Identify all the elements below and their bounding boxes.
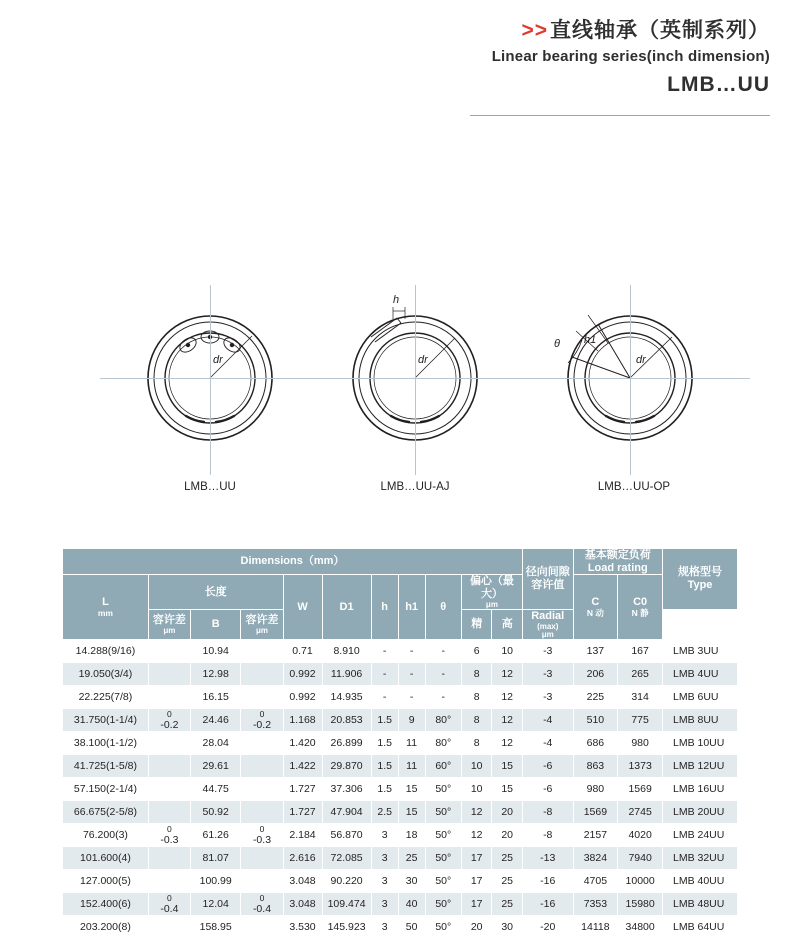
cell-ecc-high: 25 xyxy=(492,893,523,916)
cell-ecc-high: 12 xyxy=(492,686,523,709)
th-D1: D1 xyxy=(322,575,371,640)
cell-D1: 72.085 xyxy=(322,847,371,870)
th-type xyxy=(663,549,738,610)
cell-h1: 30 xyxy=(398,870,425,893)
cell-type: LMB 32UU xyxy=(663,847,738,870)
page-title-cn-text: 直线轴承（英制系列） xyxy=(550,19,770,42)
cell-radial: -8 xyxy=(522,824,573,847)
table-row xyxy=(63,916,738,939)
cell-C: 3824 xyxy=(573,847,618,870)
cell-tol-right: 0 -0.4 xyxy=(241,893,283,916)
th-tol-right-unit: μm xyxy=(255,625,268,635)
table-row xyxy=(63,778,738,801)
cell-h: - xyxy=(371,686,398,709)
cell-type: LMB 3UU xyxy=(663,640,738,663)
cell-h: 1.5 xyxy=(371,778,398,801)
cell-ecc-high: 12 xyxy=(492,663,523,686)
cell-B: 81.07 xyxy=(190,847,241,870)
cell-ecc-high: 15 xyxy=(492,778,523,801)
cell-ecc-fine: 10 xyxy=(461,755,492,778)
cell-h1: 11 xyxy=(398,732,425,755)
cell-ecc-fine: 6 xyxy=(461,640,492,663)
svg-text:dr: dr xyxy=(418,354,428,366)
cell-W: 2.184 xyxy=(283,824,322,847)
page-header xyxy=(470,18,770,116)
th-type-cn: 规格型号 xyxy=(678,566,722,579)
cell-tol-right xyxy=(241,732,283,755)
th-radial xyxy=(522,609,573,639)
table-row xyxy=(63,755,738,778)
cell-L: 76.200(3) xyxy=(63,824,149,847)
table-row xyxy=(63,640,738,663)
th-C-unit: N 动 xyxy=(586,607,604,618)
th-ecc-high: 高 xyxy=(492,609,523,639)
cell-theta: 60° xyxy=(425,755,461,778)
cell-C: 980 xyxy=(573,778,618,801)
cell-theta: 50° xyxy=(425,847,461,870)
cell-ecc-fine: 12 xyxy=(461,801,492,824)
cell-L: 203.200(8) xyxy=(63,916,149,939)
cell-radial: -20 xyxy=(522,916,573,939)
table-body xyxy=(63,640,738,939)
cell-C: 2157 xyxy=(573,824,618,847)
th-C-label: C xyxy=(591,596,600,609)
cell-W: 3.048 xyxy=(283,870,322,893)
th-h1: h1 xyxy=(398,575,425,640)
cell-L: 127.000(5) xyxy=(63,870,149,893)
page-product-code: LMB…UU xyxy=(667,73,770,97)
cell-ecc-fine: 17 xyxy=(461,893,492,916)
cell-type: LMB 4UU xyxy=(663,663,738,686)
cell-type: LMB 12UU xyxy=(663,755,738,778)
cell-B: 50.92 xyxy=(190,801,241,824)
cell-L: 14.288(9/16) xyxy=(63,640,149,663)
cell-h1: 11 xyxy=(398,755,425,778)
page-title-cn xyxy=(470,18,770,44)
cell-D1: 20.853 xyxy=(322,709,371,732)
cell-radial: -16 xyxy=(522,893,573,916)
cell-L: 38.100(1-1/2) xyxy=(63,732,149,755)
th-tol-left-cn: 容许差 xyxy=(152,614,186,627)
cell-type: LMB 8UU xyxy=(663,709,738,732)
th-radial-unit: μm xyxy=(541,629,554,639)
cell-C: 7353 xyxy=(573,893,618,916)
cell-ecc-high: 12 xyxy=(492,709,523,732)
cell-h1: 9 xyxy=(398,709,425,732)
cell-D1: 26.899 xyxy=(322,732,371,755)
cell-tol-right: 0 -0.2 xyxy=(241,709,283,732)
cell-tol-left: 0 -0.2 xyxy=(148,709,190,732)
cell-B: 16.15 xyxy=(190,686,241,709)
cell-tol-left xyxy=(148,870,190,893)
cell-C: 686 xyxy=(573,732,618,755)
cell-tol-left xyxy=(148,916,190,939)
th-theta: θ xyxy=(425,575,461,640)
cell-B: 12.98 xyxy=(190,663,241,686)
svg-text:θ: θ xyxy=(554,338,560,350)
table-row xyxy=(63,732,738,755)
cell-C0: 314 xyxy=(618,686,663,709)
cell-B: 29.61 xyxy=(190,755,241,778)
cell-tol-right xyxy=(241,801,283,824)
cell-radial: -3 xyxy=(522,686,573,709)
cell-type: LMB 6UU xyxy=(663,686,738,709)
cell-h1: 25 xyxy=(398,847,425,870)
cell-C0: 265 xyxy=(618,663,663,686)
specification-table xyxy=(62,548,738,939)
cell-B: 44.75 xyxy=(190,778,241,801)
th-C0-unit: N 静 xyxy=(631,607,649,618)
cell-h: 3 xyxy=(371,824,398,847)
cell-h1: - xyxy=(398,663,425,686)
th-W: W xyxy=(283,575,322,640)
cell-tol-left xyxy=(148,778,190,801)
cell-theta: 50° xyxy=(425,893,461,916)
cell-tol-left: 0 -0.4 xyxy=(148,893,190,916)
cell-W: 1.168 xyxy=(283,709,322,732)
th-clearance xyxy=(522,549,573,610)
th-tol-left-unit: μm xyxy=(163,625,176,635)
cell-W: 0.992 xyxy=(283,686,322,709)
cell-radial: -16 xyxy=(522,870,573,893)
th-clearance-cn: 径向间隙 xyxy=(525,566,570,579)
cell-theta: - xyxy=(425,686,461,709)
cell-theta: 80° xyxy=(425,732,461,755)
cell-ecc-fine: 8 xyxy=(461,686,492,709)
cell-ecc-high: 12 xyxy=(492,732,523,755)
cell-C0: 2745 xyxy=(618,801,663,824)
cell-h: 3 xyxy=(371,893,398,916)
cell-tol-right xyxy=(241,686,283,709)
cell-C: 510 xyxy=(573,709,618,732)
cell-radial: -3 xyxy=(522,640,573,663)
cell-ecc-fine: 12 xyxy=(461,824,492,847)
cell-C0: 980 xyxy=(618,732,663,755)
cell-L: 41.725(1-5/8) xyxy=(63,755,149,778)
cell-type: LMB 20UU xyxy=(663,801,738,824)
cell-tol-right xyxy=(241,870,283,893)
table-row xyxy=(63,824,738,847)
figure-lmb-uu-op xyxy=(520,285,750,493)
cell-C: 4705 xyxy=(573,870,618,893)
th-h: h xyxy=(371,575,398,640)
th-tol-right xyxy=(241,609,283,639)
cell-h1: 18 xyxy=(398,824,425,847)
cell-L: 101.600(4) xyxy=(63,847,149,870)
table-head xyxy=(63,549,738,640)
cell-h1: - xyxy=(398,640,425,663)
cell-ecc-fine: 8 xyxy=(461,732,492,755)
cell-C0: 1569 xyxy=(618,778,663,801)
th-L-label: L xyxy=(102,596,109,609)
th-ecc-cn: 偏心（最大） xyxy=(469,575,514,600)
cell-h: - xyxy=(371,663,398,686)
cell-theta: - xyxy=(425,640,461,663)
th-tol-right-cn: 容许差 xyxy=(245,614,279,627)
figure-group xyxy=(0,285,800,515)
table-head-row-2 xyxy=(63,575,738,610)
cell-tol-left xyxy=(148,686,190,709)
cell-h: 1.5 xyxy=(371,709,398,732)
figure-lmb-uu-aj xyxy=(305,285,525,493)
th-dimensions: Dimensions（mm） xyxy=(63,549,523,575)
cell-L: 19.050(3/4) xyxy=(63,663,149,686)
cell-h1: 15 xyxy=(398,778,425,801)
cell-ecc-high: 20 xyxy=(492,824,523,847)
th-C xyxy=(573,575,618,640)
cell-C0: 34800 xyxy=(618,916,663,939)
cell-h: 3 xyxy=(371,847,398,870)
table-row xyxy=(63,686,738,709)
cell-B: 100.99 xyxy=(190,870,241,893)
cell-W: 3.048 xyxy=(283,893,322,916)
cell-theta: 80° xyxy=(425,709,461,732)
cell-D1: 11.906 xyxy=(322,663,371,686)
th-clearance-cn2: 容许值 xyxy=(531,578,565,591)
cell-ecc-high: 10 xyxy=(492,640,523,663)
cell-D1: 29.870 xyxy=(322,755,371,778)
cell-ecc-fine: 10 xyxy=(461,778,492,801)
th-ecc-fine: 精 xyxy=(461,609,492,639)
cell-type: LMB 48UU xyxy=(663,893,738,916)
cell-B: 24.46 xyxy=(190,709,241,732)
cell-tol-left xyxy=(148,801,190,824)
cell-C0: 1373 xyxy=(618,755,663,778)
cell-W: 2.616 xyxy=(283,847,322,870)
cell-ecc-fine: 17 xyxy=(461,870,492,893)
table-row xyxy=(63,801,738,824)
cell-D1: 14.935 xyxy=(322,686,371,709)
cell-tol-left xyxy=(148,732,190,755)
cell-L: 152.400(6) xyxy=(63,893,149,916)
cell-L: 57.150(2-1/4) xyxy=(63,778,149,801)
cell-ecc-fine: 20 xyxy=(461,916,492,939)
cell-D1: 37.306 xyxy=(322,778,371,801)
th-length: 长度 xyxy=(148,575,283,610)
cell-ecc-high: 20 xyxy=(492,801,523,824)
cell-C0: 10000 xyxy=(618,870,663,893)
cell-ecc-high: 30 xyxy=(492,916,523,939)
cell-radial: -4 xyxy=(522,732,573,755)
cell-B: 61.26 xyxy=(190,824,241,847)
cell-W: 1.422 xyxy=(283,755,322,778)
centerline-horizontal xyxy=(520,378,750,379)
cell-radial: -4 xyxy=(522,709,573,732)
centerline-vertical xyxy=(630,285,631,475)
cell-type: LMB 16UU xyxy=(663,778,738,801)
cell-B: 12.04 xyxy=(190,893,241,916)
svg-text:dr: dr xyxy=(636,354,646,366)
cell-tol-left xyxy=(148,663,190,686)
cell-W: 0.71 xyxy=(283,640,322,663)
cell-theta: 50° xyxy=(425,801,461,824)
th-B: B xyxy=(190,609,241,639)
cell-type: LMB 64UU xyxy=(663,916,738,939)
cell-radial: -6 xyxy=(522,778,573,801)
cell-C0: 15980 xyxy=(618,893,663,916)
cell-B: 158.95 xyxy=(190,916,241,939)
cell-W: 1.727 xyxy=(283,778,322,801)
cell-type: LMB 24UU xyxy=(663,824,738,847)
cell-D1: 8.910 xyxy=(322,640,371,663)
cell-tol-right xyxy=(241,916,283,939)
cell-h: 2.5 xyxy=(371,801,398,824)
cell-C: 225 xyxy=(573,686,618,709)
table-row xyxy=(63,663,738,686)
cell-D1: 145.923 xyxy=(322,916,371,939)
cell-L: 66.675(2-5/8) xyxy=(63,801,149,824)
svg-text:dr: dr xyxy=(213,354,223,366)
svg-text:h: h xyxy=(393,294,400,306)
cell-radial: -3 xyxy=(522,663,573,686)
cell-C0: 775 xyxy=(618,709,663,732)
table-row xyxy=(63,893,738,916)
cell-tol-left: 0 -0.3 xyxy=(148,824,190,847)
cell-C0: 167 xyxy=(618,640,663,663)
cell-D1: 56.870 xyxy=(322,824,371,847)
cell-C: 863 xyxy=(573,755,618,778)
table-row xyxy=(63,870,738,893)
header-divider xyxy=(470,115,770,116)
th-load-en: Load rating xyxy=(587,561,648,574)
cell-h1: 15 xyxy=(398,801,425,824)
th-radial-max: (max) xyxy=(537,621,559,631)
cell-theta: 50° xyxy=(425,824,461,847)
cell-B: 28.04 xyxy=(190,732,241,755)
cell-ecc-fine: 17 xyxy=(461,847,492,870)
cell-tol-right xyxy=(241,755,283,778)
cell-theta: 50° xyxy=(425,870,461,893)
th-radial-label: Radial xyxy=(531,609,565,622)
cell-D1: 47.904 xyxy=(322,801,371,824)
cell-B: 10.94 xyxy=(190,640,241,663)
cell-tol-right xyxy=(241,663,283,686)
cell-D1: 109.474 xyxy=(322,893,371,916)
cell-ecc-high: 25 xyxy=(492,847,523,870)
cell-C: 206 xyxy=(573,663,618,686)
th-eccentricity xyxy=(461,575,522,610)
table-row xyxy=(63,847,738,870)
centerline-vertical xyxy=(415,285,416,475)
cell-theta: 50° xyxy=(425,916,461,939)
cell-ecc-high: 15 xyxy=(492,755,523,778)
cell-C0: 4020 xyxy=(618,824,663,847)
spec-table xyxy=(62,548,738,939)
th-tol-left xyxy=(148,609,190,639)
page-title-en: Linear bearing series(inch dimension) xyxy=(491,48,770,66)
cell-type: LMB 40UU xyxy=(663,870,738,893)
cell-C: 137 xyxy=(573,640,618,663)
cell-theta: 50° xyxy=(425,778,461,801)
cell-tol-right xyxy=(241,847,283,870)
cell-ecc-high: 25 xyxy=(492,870,523,893)
th-L xyxy=(63,575,149,640)
cell-type: LMB 10UU xyxy=(663,732,738,755)
th-load-cn: 基本额定负荷 xyxy=(584,549,651,561)
cell-theta: - xyxy=(425,663,461,686)
th-C0 xyxy=(618,575,663,640)
cell-ecc-fine: 8 xyxy=(461,663,492,686)
cell-C0: 7940 xyxy=(618,847,663,870)
cell-h1: 40 xyxy=(398,893,425,916)
cell-h: 1.5 xyxy=(371,732,398,755)
th-load-rating xyxy=(573,549,662,575)
cell-W: 0.992 xyxy=(283,663,322,686)
cell-tol-left xyxy=(148,755,190,778)
bearing-drawing-3 xyxy=(520,285,750,485)
figure-1-caption: LMB…UU xyxy=(184,481,236,493)
th-C0-label: C0 xyxy=(633,596,648,609)
cell-h1: 50 xyxy=(398,916,425,939)
cell-L: 31.750(1-1/4) xyxy=(63,709,149,732)
cell-ecc-fine: 8 xyxy=(461,709,492,732)
cell-tol-right xyxy=(241,778,283,801)
cell-L: 22.225(7/8) xyxy=(63,686,149,709)
figure-2-caption: LMB…UU-AJ xyxy=(380,481,450,493)
table-row xyxy=(63,709,738,732)
centerline-vertical xyxy=(210,285,211,475)
cell-h: 3 xyxy=(371,870,398,893)
figure-lmb-uu xyxy=(100,285,320,493)
cell-W: 3.530 xyxy=(283,916,322,939)
title-arrows: >> xyxy=(521,19,548,42)
th-ecc-unit: μm xyxy=(485,599,498,609)
table-head-row-1 xyxy=(63,549,738,575)
cell-C: 1569 xyxy=(573,801,618,824)
cell-tol-left xyxy=(148,847,190,870)
cell-radial: -8 xyxy=(522,801,573,824)
cell-tol-left xyxy=(148,640,190,663)
cell-W: 1.420 xyxy=(283,732,322,755)
cell-h: 1.5 xyxy=(371,755,398,778)
cell-radial: -6 xyxy=(522,755,573,778)
cell-h: 3 xyxy=(371,916,398,939)
cell-tol-right: 0 -0.3 xyxy=(241,824,283,847)
cell-W: 1.727 xyxy=(283,801,322,824)
cell-h: - xyxy=(371,640,398,663)
figure-3-caption: LMB…UU-OP xyxy=(597,481,671,493)
cell-h1: - xyxy=(398,686,425,709)
svg-text:h1: h1 xyxy=(584,334,597,346)
th-L-unit: mm xyxy=(97,607,113,618)
th-type-en: Type xyxy=(687,578,713,591)
cell-radial: -13 xyxy=(522,847,573,870)
cell-tol-right xyxy=(241,640,283,663)
cell-C: 14118 xyxy=(573,916,618,939)
cell-D1: 90.220 xyxy=(322,870,371,893)
